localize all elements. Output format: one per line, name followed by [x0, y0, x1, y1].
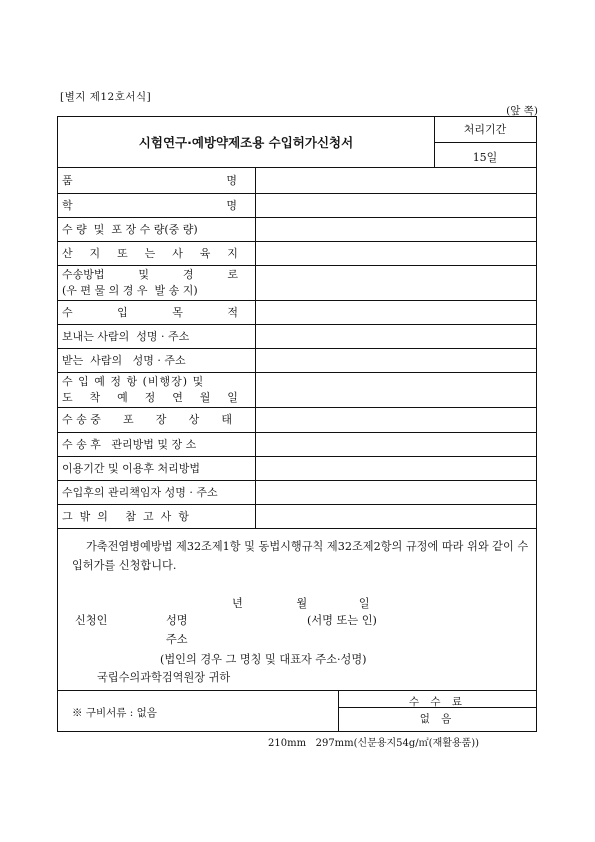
label-subline: 수 입 예 정 항 (비행장) 및: [62, 375, 205, 388]
label-char: 포: [123, 413, 134, 426]
label-char: 일: [227, 391, 238, 404]
label-char: 사: [172, 247, 183, 260]
label-char: 명: [226, 174, 237, 187]
import-purpose-field[interactable]: [255, 301, 537, 324]
processing-period-label: 처리기간: [463, 123, 507, 136]
transport-route-field[interactable]: [255, 266, 537, 300]
label-char: 장: [155, 413, 167, 426]
management-field[interactable]: [255, 433, 537, 456]
applicant-address-label: 주소: [166, 633, 188, 646]
label-char: 학: [62, 199, 73, 212]
label-subline: (우 편 물 의 경 우 발 송 지): [62, 284, 198, 297]
responsible-person-field[interactable]: [255, 481, 537, 504]
required-documents: ※ 구비서류 : 없음: [72, 707, 157, 719]
label-char: 태: [221, 413, 232, 426]
row-origin: [62, 247, 250, 260]
label-char: 품: [62, 174, 73, 187]
row-post-transport-management: 수 송 후 관리방법 및 장 소: [62, 438, 197, 451]
label-word: 경: [182, 268, 194, 281]
row-usage-period: 이용기간 및 이용후 처리방법: [62, 462, 201, 475]
quantity-field[interactable]: [255, 218, 537, 241]
label-char: 수: [62, 306, 73, 319]
bottom-row-line: [58, 690, 536, 691]
fee-value: 없 음: [419, 713, 456, 725]
label-char: 는: [144, 247, 156, 260]
label-word: 수송방법: [62, 268, 105, 281]
import-port-field[interactable]: [255, 373, 537, 407]
sender-field[interactable]: [255, 325, 537, 348]
label-char: 지: [227, 247, 238, 260]
day-label: 일: [358, 597, 370, 610]
row-other-notes: 그 밖 의 참 고 사 항: [62, 510, 189, 523]
row-transport-route: [62, 268, 250, 297]
row-product-name: [62, 174, 250, 187]
label-char: 목: [172, 306, 183, 319]
scientific-name-field[interactable]: [255, 194, 537, 217]
form-title: 시험연구·예방약제조용 수입허가신청서: [138, 135, 354, 150]
label-char: 상: [188, 413, 200, 426]
row-import-port: [62, 375, 250, 404]
label-word: 로: [227, 268, 238, 281]
year-label: 년: [232, 597, 243, 610]
processing-period-value: 15일: [472, 151, 498, 164]
label-char: 정: [144, 391, 156, 404]
row-sender: 보내는 사람의 성명 · 주소: [62, 330, 190, 343]
label-word: 및: [138, 268, 149, 281]
corporate-note: (법인의 경우 그 명칭 및 대표자 주소·성명): [160, 653, 367, 666]
paper-spec-footer: 210mm 297mm(신문용지54g/㎡(재활용품)): [268, 738, 480, 749]
label-char: 명: [226, 199, 237, 212]
label-char: 산: [62, 247, 73, 260]
month-label: 월: [296, 597, 308, 610]
label-char: 적: [227, 306, 238, 319]
packaging-field[interactable]: [255, 408, 537, 432]
label-char: 입: [117, 306, 128, 319]
declaration-text: 가축전염병예방법 제32조제1항 및 동법시행규칙 제32조제2항의 규정에 따라 위와 같이 수입허가를 신청합니다.: [72, 540, 529, 572]
receiver-field[interactable]: [255, 349, 537, 372]
processing-divider: [434, 142, 536, 143]
applicant-name-label: 성명: [166, 614, 188, 627]
row-quantity-packaging: 수 량 및 포 장 수 량(중 량): [62, 223, 198, 236]
label-char: 수 송 중: [62, 413, 101, 426]
label-char: 육: [199, 247, 211, 260]
row-packaging-in-transit: [62, 413, 250, 426]
label-char: 도: [62, 391, 73, 404]
label-char: 착: [89, 391, 101, 404]
row-responsible-person: 수입후의 관리책임자 성명 · 주소: [62, 486, 218, 499]
fee-label: 수 수 료: [408, 696, 467, 708]
date-line: [232, 595, 370, 611]
label-char: 지: [89, 247, 101, 260]
applicant-label: 신청인: [75, 614, 108, 627]
row-receiver: 받는 사람의 성명 · 주소: [62, 354, 186, 367]
label-char: 예: [117, 391, 128, 404]
other-notes-field[interactable]: [255, 505, 537, 528]
row-scientific-name: [62, 199, 250, 212]
label-char: 또: [117, 247, 128, 260]
usage-period-field[interactable]: [255, 457, 537, 480]
product-name-field[interactable]: [255, 168, 537, 193]
page-side-label: (앞 쪽): [506, 105, 538, 117]
row-line: [58, 528, 536, 529]
origin-field[interactable]: [255, 242, 537, 265]
form-number-label: [별지 제12호서식]: [60, 91, 152, 103]
signature-note: (서명 또는 인): [307, 614, 377, 627]
recipient-line: 국립수의과학검역원장 귀하: [97, 671, 231, 684]
label-char: 연: [172, 391, 183, 404]
row-import-purpose: [62, 306, 250, 319]
label-char: 월: [199, 391, 211, 404]
